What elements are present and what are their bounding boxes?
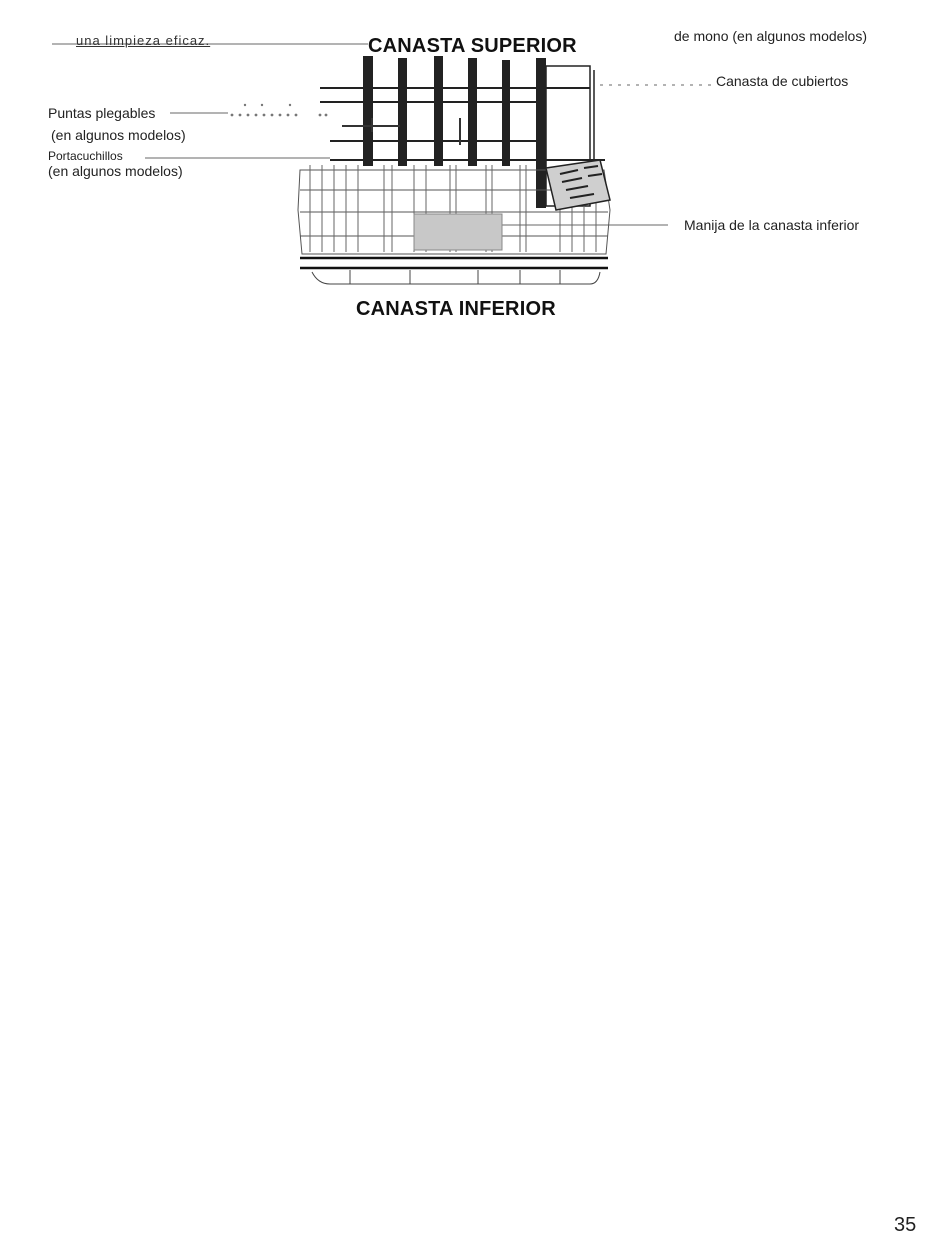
lower-rack-base	[300, 258, 608, 268]
callout-silverware-basket: Canasta de cubiertos	[716, 73, 849, 89]
silverware-basket-shape	[546, 160, 610, 210]
folding-tines-dots	[231, 104, 328, 117]
callout-knife-holder-note: (en algunos modelos)	[48, 163, 183, 179]
lower-rack-title: CANASTA INFERIOR	[356, 298, 556, 320]
rack-vertical-supports	[363, 56, 546, 208]
callout-folding-tines-note: (en algunos modelos)	[51, 127, 186, 143]
lower-rack-handle-shape	[414, 214, 502, 250]
callout-lower-rack-handle: Manija de la canasta inferior	[684, 217, 860, 233]
page-number: 35	[894, 1214, 917, 1236]
top-left-note: una limpieza eficaz.	[76, 33, 211, 48]
upper-rack-title: CANASTA SUPERIOR	[368, 35, 577, 57]
callout-knife-holder: Portacuchillos	[48, 149, 123, 163]
callout-folding-tines: Puntas plegables	[48, 105, 156, 121]
lower-rack-wheels	[312, 270, 600, 284]
top-right-note: de mono (en algunos modelos)	[674, 28, 868, 44]
